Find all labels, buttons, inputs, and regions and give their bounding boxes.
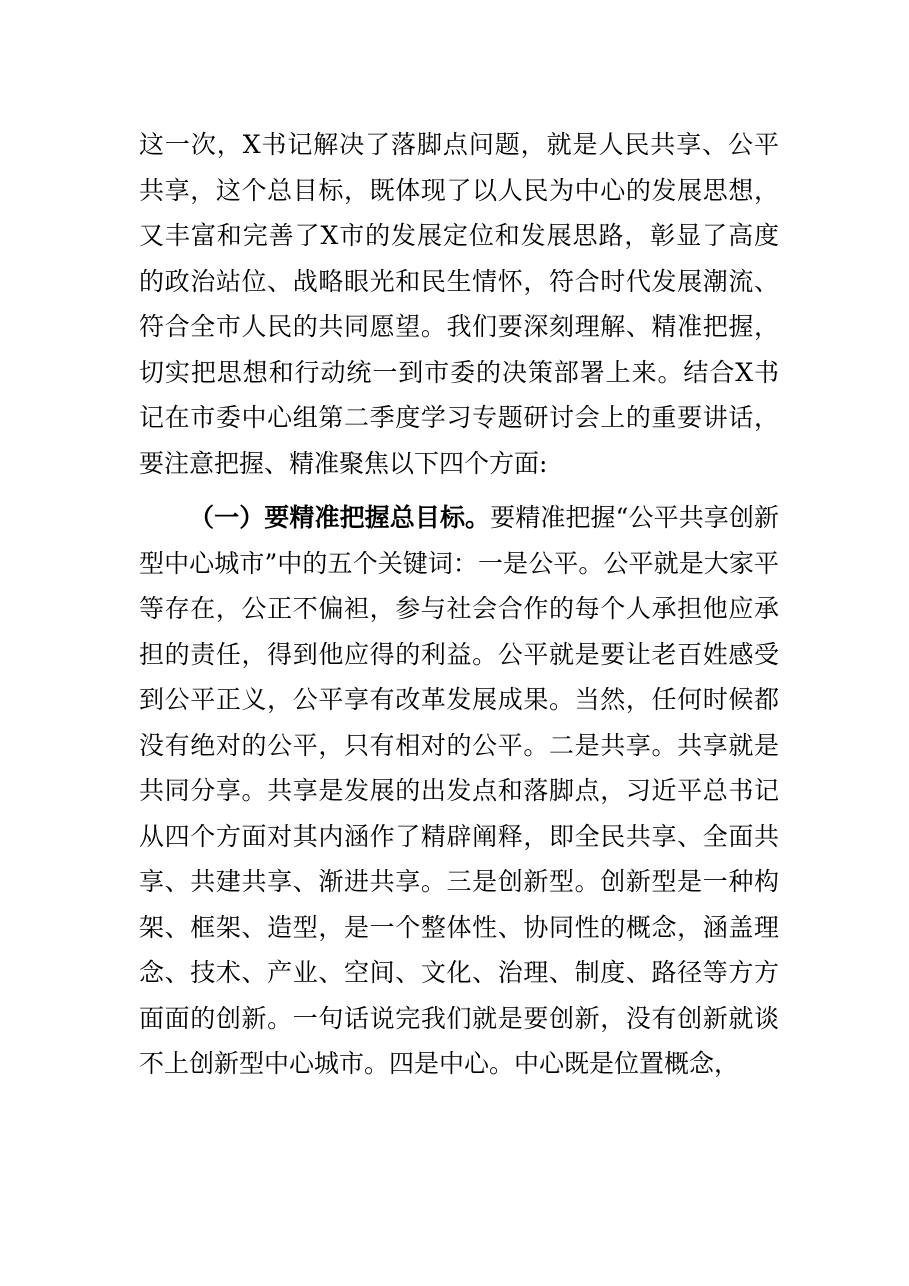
section-one-paragraph [139,495,779,1087]
section-one-text: 要精准把握“公平共享创新型中心城市”中的五个关键词：一是公平。公平就是大家平等存在，公正不偏袒，参与社会合作的每个人承担他应承担的责任，得到他应得的利益。公平就是要让老百姓感受到公平正义，公平享有改革发展成果。当然，任何时候都没有绝对的公平，只有相对的公平。二是共享。共享就是共同分享。共享是发展的出发点和落脚点，习近平总书记从四个方面对其内涵作了精辟阐释，即全民共享、全面共享、共建共享、渐进共享。三是创新型。创新型是一种构架、框架、造型，是一个整体性、协同性的概念，涵盖理念、技术、产业、空间、文化、治理、制度、路径等方方面面的创新。一句话说完我们就是要创新，没有创新就谈不上创新型中心城市。四是中心。中心既是位置概念， [139,503,779,1078]
section-one-heading: （一）要精准把握总目标。 [189,503,491,532]
document-body [139,122,779,1087]
intro-paragraph-text: 这一次，X书记解决了落脚点问题，就是人民共享、公平共享，这个总目标，既体现了以人民为中心的发展思想，又丰富和完善了X市的发展定位和发展思路，彰显了高度的政治站位、战略眼光和民生情怀，符合时代发展潮流、符合全市人民的共同愿望。我们要深刻理解、精准把握，切实把思想和行动统一到市委的决策部署上来。结合X书记在市委中心组第二季度学习专题研讨会上的重要讲话，要注意把握、精准聚焦以下四个方面: [139,130,779,478]
intro-paragraph [139,122,779,486]
